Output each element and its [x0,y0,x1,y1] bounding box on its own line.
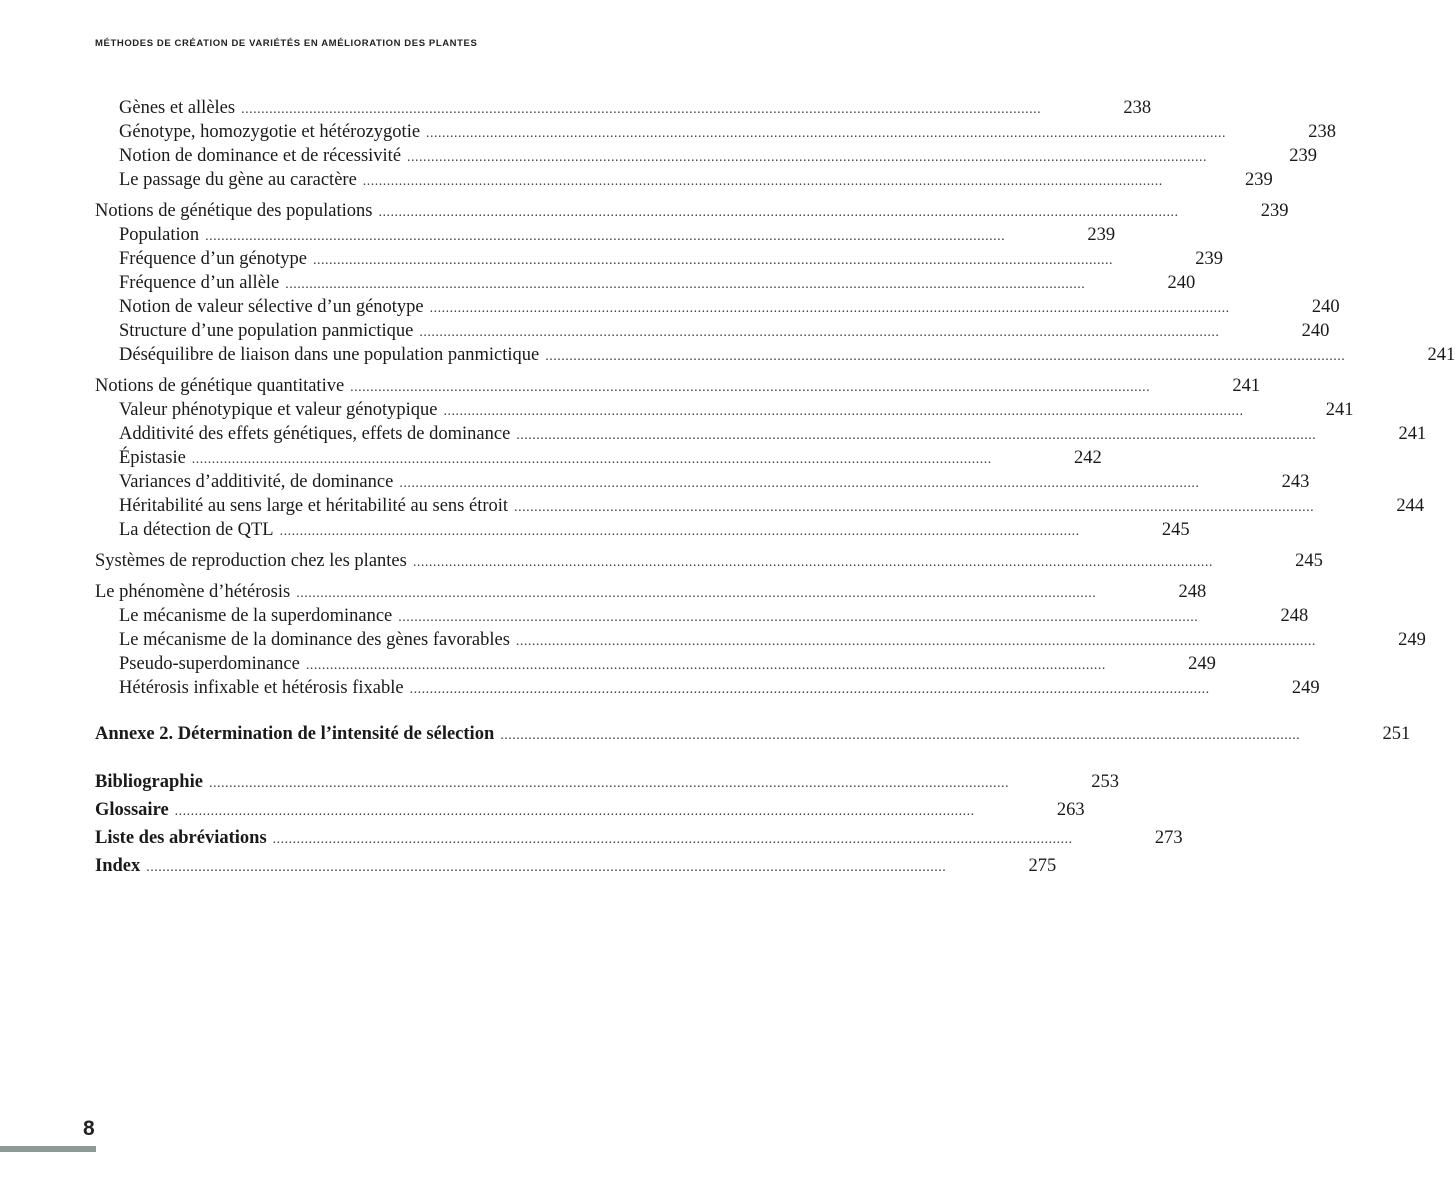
toc-entry-page: 239 [1289,146,1318,166]
toc-entry-title: Notion de dominance et de récessivité [119,146,402,166]
toc-entry-title: Épistasie [119,448,186,468]
toc-entry[interactable] [95,494,1425,518]
dot-leader: ........................................................................................................................................................................................................ [429,301,1230,316]
toc-annex-title: Annexe 2. Détermination de l’intensité de sélection [95,724,495,744]
toc-backmatter-title: Glossaire [95,800,169,820]
toc-entry[interactable] [95,168,1273,192]
toc-entry[interactable] [95,398,1354,422]
toc-entry-page: 249 [1188,654,1216,674]
toc-entry-page: 243 [1281,472,1310,492]
dot-leader: ........................................................................................................................................................................................................ [350,380,1151,395]
toc-entry-page: 239 [1245,170,1273,190]
toc-entry-page: 242 [1074,448,1102,468]
toc-entry-page: 239 [1195,249,1224,269]
toc-entry-page: 240 [1167,273,1196,293]
toc-entry-page: 248 [1280,606,1309,626]
toc-entry[interactable] [95,628,1426,652]
dot-leader: ........................................................................................................................................................................................................ [545,349,1346,364]
toc-entry-page: 275 [1028,856,1057,876]
dot-leader: ........................................................................................................................................................................................................ [515,634,1316,649]
dot-leader: ........................................................................................................................................................................................................ [407,150,1208,165]
toc-entry-page: 248 [1178,582,1207,602]
toc-entry[interactable] [95,295,1340,319]
toc-entry-page: 239 [1087,225,1116,245]
dot-leader: ........................................................................................................................................................................................................ [362,174,1163,189]
toc-entry-title: Notion de valeur sélective d’un génotype [119,297,424,317]
toc-entry[interactable] [95,470,1310,494]
toc-backmatter-title: Index [95,856,141,876]
toc-entry[interactable] [95,343,1455,367]
dot-leader: ........................................................................................................................................................................................................ [191,452,992,467]
toc-backmatter[interactable] [95,824,1183,852]
dot-leader: ........................................................................................................................................................................................................ [514,500,1315,515]
dot-leader: ........................................................................................................................................................................................................ [378,205,1179,220]
toc-entry-title: Structure d’une population panmictique [119,321,414,341]
table-of-contents [95,96,1455,880]
toc-entry[interactable] [95,247,1224,271]
toc-entry-title: Le mécanisme de la superdominance [119,606,393,626]
toc-entry-title: Hétérosis infixable et hétérosis fixable [119,678,404,698]
toc-section[interactable] [95,199,1289,223]
toc-entry-title: Déséquilibre de liaison dans une population panmictique [119,345,540,365]
dot-leader: ........................................................................................................................................................................................................ [398,610,1199,625]
toc-entry-page: 241 [1398,424,1427,444]
toc-backmatter[interactable] [95,796,1085,824]
toc-entry-title: Fréquence d’un allèle [119,273,280,293]
dot-leader: ........................................................................................................................................................................................................ [500,728,1301,743]
dot-leader: ........................................................................................................................................................................................................ [305,658,1106,673]
toc-entry-page: 251 [1382,724,1411,744]
toc-entry-page: 273 [1154,828,1183,848]
toc-entry-title: Valeur phénotypique et valeur génotypique [119,400,438,420]
folio-bar [0,1146,96,1152]
toc-entry-page: 245 [1295,551,1323,571]
toc-entry-title: Variances d’additivité, de dominance [119,472,394,492]
dot-leader: ........................................................................................................................................................................................................ [241,102,1042,117]
toc-entry-page: 249 [1398,630,1426,650]
toc-entry-page: 239 [1260,201,1289,221]
section-spacer [95,700,752,722]
dot-leader: ........................................................................................................................................................................................................ [426,126,1227,141]
toc-section[interactable] [95,580,1207,604]
toc-entry[interactable] [95,271,1196,295]
page-number: 8 [83,1117,95,1140]
toc-backmatter-title: Liste des abréviations [95,828,267,848]
toc-entry[interactable] [95,96,1152,120]
dot-leader: ........................................................................................................................................................................................................ [285,277,1086,292]
toc-entry-page: 238 [1123,98,1152,118]
toc-section-title: Notions de génétique quantitative [95,376,345,396]
dot-leader: ........................................................................................................................................................................................................ [419,325,1220,340]
toc-entry-title: Génotype, homozygotie et hétérozygotie [119,122,421,142]
toc-entry-page: 253 [1091,772,1119,792]
dot-leader: ........................................................................................................................................................................................................ [205,229,1006,244]
running-title: MÉTHODES DE CRÉATION DE VARIÉTÉS EN AMÉLIORATION DES PLANTES [95,38,478,49]
toc-entry[interactable] [95,676,1320,700]
toc-section[interactable] [95,374,1261,398]
toc-entry-page: 245 [1161,520,1190,540]
toc-backmatter[interactable] [95,768,1119,796]
toc-entry-page: 240 [1301,321,1330,341]
toc-annex[interactable] [95,722,1411,746]
toc-entry-title: La détection de QTL [119,520,274,540]
toc-entry-title: Héritabilité au sens large et héritabilité au sens étroit [119,496,509,516]
toc-entry-page: 240 [1311,297,1340,317]
toc-entry[interactable] [95,319,1330,343]
toc-entry-title: Additivité des effets génétiques, effets de dominance [119,424,511,444]
section-spacer [95,746,752,768]
toc-entry[interactable] [95,604,1309,628]
dot-leader: ........................................................................................................................................................................................................ [412,555,1213,570]
toc-entry[interactable] [95,144,1318,168]
toc-entry[interactable] [95,223,1116,247]
dot-leader: ........................................................................................................................................................................................................ [174,804,975,819]
toc-section[interactable] [95,549,1323,573]
toc-entry[interactable] [95,422,1427,446]
dot-leader: ........................................................................................................................................................................................................ [208,776,1009,791]
dot-leader: ........................................................................................................................................................................................................ [313,253,1114,268]
dot-leader: ........................................................................................................................................................................................................ [279,524,1080,539]
dot-leader: ........................................................................................................................................................................................................ [409,682,1210,697]
toc-backmatter-title: Bibliographie [95,772,203,792]
dot-leader: ........................................................................................................................................................................................................ [399,476,1200,491]
toc-entry-page: 241 [1232,376,1261,396]
toc-backmatter[interactable] [95,852,1057,880]
dot-leader: ........................................................................................................................................................................................................ [443,404,1244,419]
toc-entry-title: Le mécanisme de la dominance des gènes favorables [119,630,510,650]
toc-entry[interactable] [95,446,1102,470]
toc-section-title: Le phénomène d’hétérosis [95,582,291,602]
toc-entry-page: 263 [1056,800,1085,820]
dot-leader: ........................................................................................................................................................................................................ [146,860,947,875]
toc-entry[interactable] [95,120,1337,144]
toc-entry-page: 244 [1396,496,1425,516]
toc-entry-title: Gènes et allèles [119,98,236,118]
toc-entry-title: Le passage du gène au caractère [119,170,357,190]
toc-entry-title: Pseudo-superdominance [119,654,300,674]
toc-entry-page: 241 [1325,400,1354,420]
toc-entry-title: Population [119,225,200,245]
toc-section-title: Notions de génétique des populations [95,201,373,221]
dot-leader: ........................................................................................................................................................................................................ [296,586,1097,601]
toc-section-title: Systèmes de reproduction chez les plantes [95,551,407,571]
dot-leader: ........................................................................................................................................................................................................ [516,428,1317,443]
toc-entry-page: 249 [1291,678,1320,698]
dot-leader: ........................................................................................................................................................................................................ [272,832,1073,847]
toc-entry-title: Fréquence d’un génotype [119,249,308,269]
toc-entry-page: 241 [1427,345,1455,365]
toc-entry-page: 238 [1308,122,1337,142]
toc-entry[interactable] [95,652,1216,676]
toc-entry[interactable] [95,518,1190,542]
